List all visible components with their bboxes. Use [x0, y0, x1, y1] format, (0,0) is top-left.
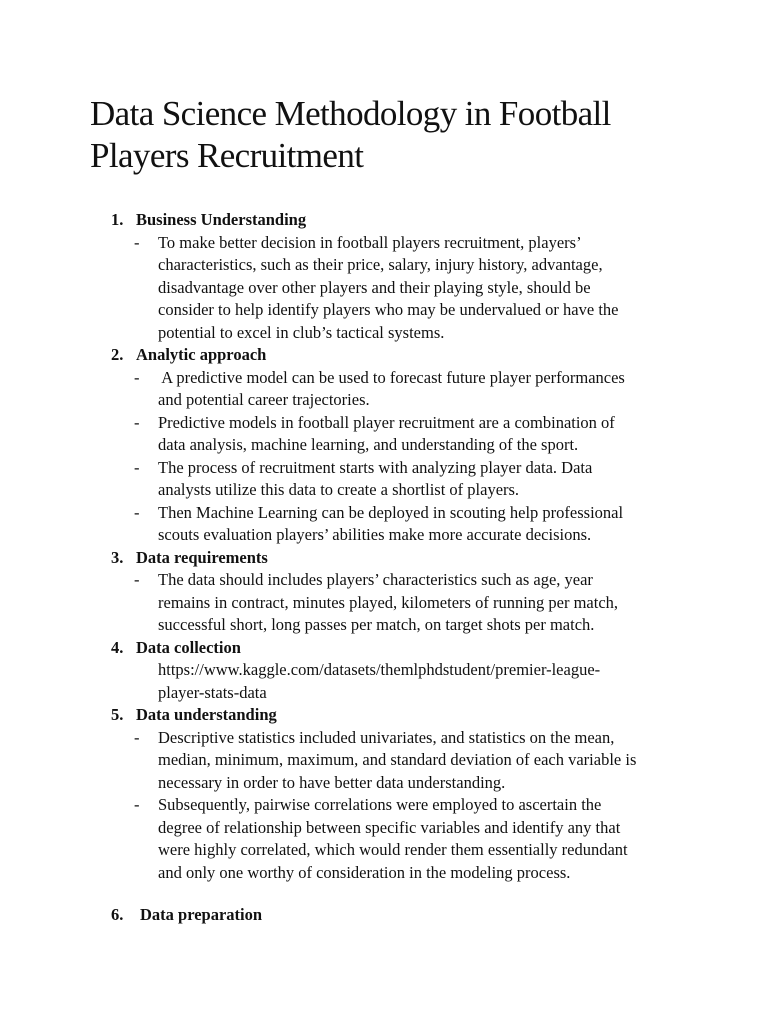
bullet-dash: -	[134, 795, 140, 814]
bullet-line: median, minimum, maximum, and standard deviation of each variable is	[158, 750, 637, 769]
section-title: Business Understanding	[136, 210, 307, 229]
bullet-line: data analysis, machine learning, and understanding of the sport.	[158, 435, 579, 454]
section-data-understanding	[0, 704, 768, 884]
bullet-dash: -	[134, 570, 140, 589]
bullet-dash: -	[134, 457, 140, 477]
section-title: Data understanding	[136, 705, 277, 724]
bullet-dash: -	[134, 727, 140, 747]
title-line: Data Science Methodology in Football	[90, 94, 611, 133]
bullet-line: remains in contract, minutes played, kilometers of running per match,	[158, 592, 619, 612]
bullet-dash: -	[134, 232, 140, 252]
bullet-item	[0, 502, 768, 547]
bullet-line: successful short, long passes per match, on target shots per match.	[158, 615, 595, 634]
bullet-line: were highly correlated, which would render them essentially redundant	[158, 840, 628, 859]
bullet-item	[0, 367, 768, 412]
bullet-line: consider to help identify players who may be undervalued or have the	[158, 300, 619, 319]
section-number: 6.	[111, 905, 124, 924]
bullet-item	[0, 569, 768, 637]
section-business-understanding	[0, 209, 768, 344]
bullet-line: Subsequently, pairwise correlations were employed to ascertain the	[158, 795, 602, 814]
bullet-line: degree of relationship between specific variables and identify any that	[158, 817, 621, 837]
section-number: 3.	[111, 547, 124, 567]
section-number: 1.	[111, 210, 124, 229]
section-title: Data requirements	[136, 547, 268, 567]
section-title: Analytic approach	[136, 345, 267, 364]
bullet-line: A predictive model can be used to forecast future player performances	[158, 367, 625, 387]
bullet-line: scouts evaluation players’ abilities make more accurate decisions.	[158, 525, 592, 544]
section-heading	[0, 547, 768, 570]
section-analytic-approach	[0, 344, 768, 547]
bullet-line: Predictive models in football player recruitment are a combination of	[158, 412, 615, 432]
bullet-item	[0, 412, 768, 457]
document-title	[90, 93, 730, 177]
bullet-line: and only one worthy of consideration in the modeling process.	[158, 862, 571, 882]
bullet-item	[0, 457, 768, 502]
bullet-line: characteristics, such as their price, salary, injury history, advantage,	[158, 255, 603, 274]
bullet-line: The data should includes players’ characteristics such as age, year	[158, 570, 593, 589]
bullet-line: disadvantage over other players and their playing style, should be	[158, 277, 591, 297]
dataset-link	[0, 659, 768, 704]
section-heading	[0, 209, 768, 232]
bullet-line: necessary in order to have better data understanding.	[158, 772, 506, 792]
section-heading	[0, 704, 768, 727]
bullet-dash: -	[134, 367, 140, 387]
bullet-line: Then Machine Learning can be deployed in scouting help professional	[158, 502, 624, 522]
section-number: 2.	[111, 345, 124, 364]
bullet-line: To make better decision in football players recruitment, players’	[158, 232, 582, 252]
section-heading	[0, 637, 768, 660]
section-data-preparation	[0, 904, 768, 927]
section-data-requirements	[0, 547, 768, 637]
section-title: Data collection	[136, 637, 241, 657]
bullet-line: The process of recruitment starts with analyzing player data. Data	[158, 457, 593, 477]
bullet-line: and potential career trajectories.	[158, 390, 370, 409]
section-heading	[0, 904, 768, 927]
section-title: Data preparation	[140, 905, 263, 924]
link-line: https://www.kaggle.com/datasets/themlphdstudent/premier-league-	[158, 660, 601, 679]
section-number: 4.	[111, 637, 124, 657]
bullet-line: Descriptive statistics included univariates, and statistics on the mean,	[158, 727, 615, 747]
section-heading	[0, 344, 768, 367]
title-line: Players Recruitment	[90, 136, 364, 175]
bullet-line: analysts utilize this data to create a shortlist of players.	[158, 480, 520, 499]
bullet-line: potential to excel in club’s tactical systems.	[158, 322, 445, 342]
link-line: player-stats-data	[158, 682, 267, 702]
bullet-dash: -	[134, 412, 140, 432]
section-data-collection	[0, 637, 768, 705]
bullet-item	[0, 232, 768, 345]
section-number: 5.	[111, 705, 124, 724]
bullet-item	[0, 727, 768, 795]
bullet-dash: -	[134, 502, 140, 522]
sections-list	[0, 209, 768, 884]
bullet-item	[0, 794, 768, 884]
